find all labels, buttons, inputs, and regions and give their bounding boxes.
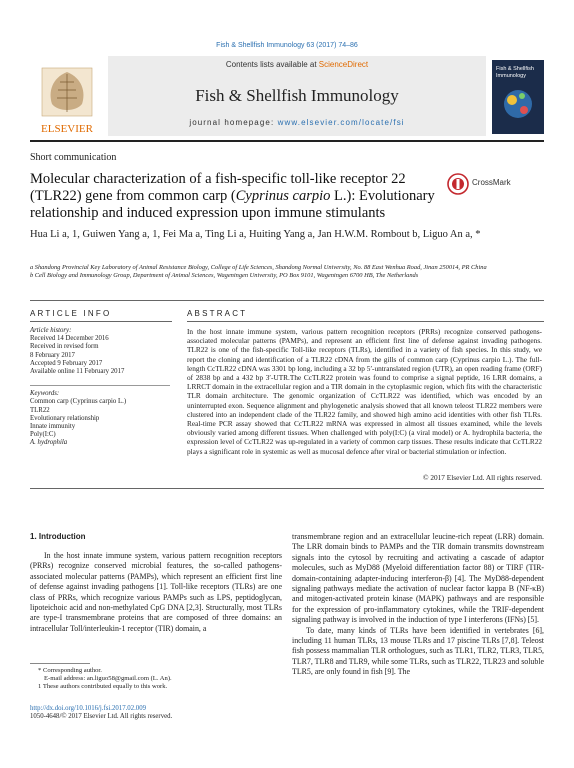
paragraph: In the host innate immune system, various pattern recognition receptors (PRRs) recognize conserved microbial features, the so-called pathogens-associated molecular patterns (PAMPs), which represent an efficient first line of defense against invading pathogens [1]. Toll-like receptors (TLRs) are one class of PRRs, which recognize various PAMPs such as LPS, peptidoglycan, lipoteichoic acid and non-methylated CpG DNA [2,3]. Structurally, most TLRs are type-I transmembrane proteins that are composed of three domains: an intracellular Toll/interleukin-1 receptor (TIR) domain, a <box>30 551 282 633</box>
crossmark-badge[interactable] <box>447 173 527 195</box>
abstract-rule <box>187 321 544 322</box>
history-item: Accepted 9 February 2017 <box>30 359 103 367</box>
history-item: Available online 11 February 2017 <box>30 368 125 376</box>
journal-name: Fish & Shellfish Immunology <box>195 86 399 105</box>
keyword: Common carp (Cyprinus carpio L.) <box>30 398 127 406</box>
section-heading-introduction: 1. Introduction <box>30 532 86 541</box>
contents-line: Contents lists available at ScienceDirect <box>225 60 369 69</box>
banner-rule <box>30 140 544 142</box>
issn-rights: 1050-4648/© 2017 Elsevier Ltd. All rights reserved. <box>30 713 173 721</box>
keyword: Innate immunity <box>30 423 76 431</box>
paragraph: transmembrane region and an extracellular leucine-rich repeat (LRR) domain. The LRR domain binds to PAMPs and the TIR domain transmits downstream signals into the cytosol by recruiting and activating a cascade of adaptor molecules, such as MyD88 (Myeloid differentiation factor 88) or TIRF (TIR-domain-containing adapter-inducing interferon-β) [4]. The MyD88-dependent signaling pathways mediate the activation of nuclear factor kappa B (NF-κB) and mitogen-activated protein kinase (MAPK) pathways and are responsible for the expression of pro-inflammatory cytokines, while the TRIF-dependent signaling pathway is involved in the induction of type I interferons (IFNs) [5]. <box>292 532 544 625</box>
abstract-text: In the host innate immune system, various pattern recognition receptors (PRRs) recognize conserved pathogens-associated molecular patterns (PAMPs), and represent an efficient first line of defense against invading pathogens. TLR22 is one of the fish-specific Toll-like receptors (TLRs), identified in a variety of fish species. In this study, we report the cloning and identification of a TLR22 cDNA from the gills of common carp (Cyprinus carpio L.). The full-length CcTLR22 cDNA was 3301 bp long, including a 32 bp 5′-untranslated region (UTR), an open reading frame (ORF) of 2838 bp and a 432 bp 3′-UTR.The CcTLR22 protein was found to comprise a signal peptide, 16 LRR domains, a LRRCT domain in the extracellular region and a TIR domain in the cytoplasmic region, which fits with the characteristic TLR domain architecture. The genomic organization of CcTLR22 was identified, which was encoded by an uninterrupted exon. Sequence alignment and phylogenetic analysis showed that all known teleost TLR22 members were clustered into an independent clade of the TLR22 family, and showed high amino acid identities with other fish TLRs. Real-time PCR assay showed that CcTLR22 mRNA was expressed in almost all tissues examined, while the levels obviously varied among different tissues. When challenged with poly(I:C) (a viral model) or A. hydrophila bacteria, the expression level of CcTLR22 was up-regulated in a variety of common carp tissues. These results indicate that CcTLR22 plays a significant role in systemic as well as mucosal defence after viral or bacterial stimulation or infection. <box>187 327 542 456</box>
footnote-equal-contribution: 1 These authors contributed equally to this work. <box>38 683 168 691</box>
keyword: Evolutionary relationship <box>30 414 100 422</box>
footnotes <box>30 667 282 692</box>
history-item: Received in revised form <box>30 343 99 351</box>
keywords-rule <box>30 385 170 386</box>
doi-link[interactable]: http://dx.doi.org/10.1016/j.fsi.2017.02.009 <box>30 705 146 712</box>
sciencedirect-link[interactable]: ScienceDirect <box>318 60 369 69</box>
abstract-copyright: © 2017 Elsevier Ltd. All rights reserved. <box>422 473 542 482</box>
body-column-left <box>30 551 282 634</box>
keyword: Poly(I:C) <box>30 431 56 439</box>
elsevier-wordmark: ELSEVIER <box>41 123 93 135</box>
journal-homepage: journal homepage: www.elsevier.com/locate/fsi <box>189 118 405 127</box>
history-item: Received 14 December 2016 <box>30 335 109 343</box>
article-info-heading: ARTICLE INFO <box>30 309 112 318</box>
affiliation-b: b Cell Biology and Immunology Group, Department of Animal Sciences, Wageningen University, PO Box 9101, Wageningen 6700 HB, The Netherlands <box>30 272 419 279</box>
article-type: Short communication <box>30 152 117 163</box>
abstract-bottom-rule <box>30 488 544 489</box>
affiliations <box>30 264 540 280</box>
footnote-email[interactable]: E-mail address: an.liguo58@gmail.com (L. An). <box>44 675 172 683</box>
header-rule <box>30 300 544 301</box>
author-list: Hua Li a, 1, Guiwen Yang a, 1, Fei Ma a, Ting Li a, Huiting Yang a, Jan H.W.M. Rombout b, Liguo An a, * <box>30 229 481 240</box>
history-heading: Article history: <box>30 327 72 334</box>
elsevier-logo <box>30 62 104 138</box>
footnote-rule <box>30 663 90 664</box>
article-title: Molecular characterization of a fish-specific toll-like receptor 22 (TLR22) gene from common carp (Cyprinus carpio L.): Evolutionary relationship and induced expression upon immune stimulants <box>30 171 435 221</box>
journal-banner <box>30 56 544 140</box>
doi-block <box>30 705 282 722</box>
abstract-heading: ABSTRACT <box>187 309 248 318</box>
cover-title: Fish & Shellfish Immunology <box>496 66 534 79</box>
keywords-heading: Keywords: <box>30 390 60 398</box>
journal-cover-thumbnail <box>492 60 544 134</box>
body-column-right <box>292 532 544 678</box>
homepage-link[interactable]: www.elsevier.com/locate/fsi <box>277 118 405 127</box>
crossmark-label: CrossMark <box>472 178 511 187</box>
keyword: TLR22 <box>30 406 50 414</box>
crossmark-icon <box>447 173 469 195</box>
footnote-corresponding: * Corresponding author. <box>38 667 102 674</box>
banner-center <box>108 56 486 136</box>
affiliation-a: a Shandong Provincial Key Laboratory of Animal Resistance Biology, College of Life Sciences, Shandong Normal University, No. 88 East Wenhua Road, Jinan 250014, PR China <box>30 264 487 271</box>
history-item: 8 February 2017 <box>30 351 75 359</box>
paragraph: To date, many kinds of TLRs have been identified in vertebrates [6], including 11 human TLRs, 13 mouse TLRs and 17 piscine TLRs [7,8]. Teleost fish possess mammalian TLR orthologues, such as TLR1, TLR2, TLR3, TLR5, TLR7, TLR8 and TLR9, while some TLRs, such as TLR22, TLR23 and soluble TLR5, are only found in fish [9]. The <box>292 625 544 677</box>
keyword: A. hydrophila <box>30 439 68 447</box>
info-rule <box>30 321 172 322</box>
journal-citation: Fish & Shellfish Immunology 63 (2017) 74–86 <box>216 42 358 49</box>
article-info <box>30 327 170 448</box>
